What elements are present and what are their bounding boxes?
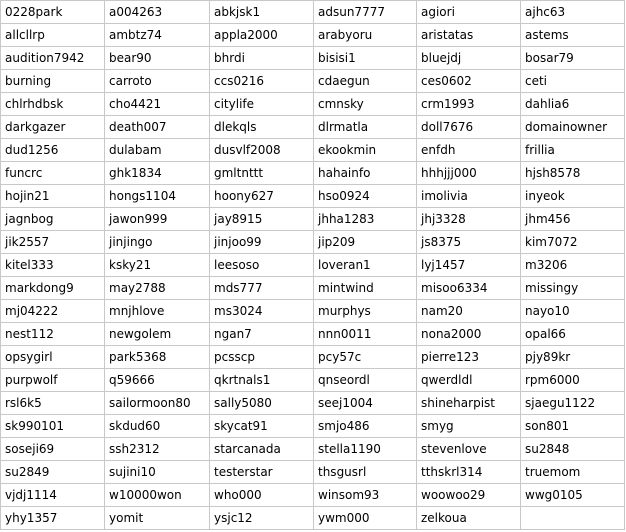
table-row	[1, 93, 625, 116]
username-cell: funcrc	[1, 162, 105, 185]
username-cell: nona2000	[417, 323, 521, 346]
username-cell: chlrhdbsk	[1, 93, 105, 116]
username-cell: tthskrl314	[417, 461, 521, 484]
username-cell: jhj3328	[417, 208, 521, 231]
username-cell: nayo10	[521, 300, 625, 323]
username-cell: opsygirl	[1, 346, 105, 369]
username-cell: sailormoon80	[105, 392, 210, 415]
username-cell: sujini10	[105, 461, 210, 484]
username-cell: ywm000	[314, 507, 417, 530]
table-row	[1, 369, 625, 392]
username-cell: skycat91	[210, 415, 314, 438]
username-cell: bear90	[105, 47, 210, 70]
username-cell: markdong9	[1, 277, 105, 300]
username-cell: cho4421	[105, 93, 210, 116]
username-cell: astems	[521, 24, 625, 47]
username-cell: abkjsk1	[210, 1, 314, 24]
username-cell: ajhc63	[521, 1, 625, 24]
table-row	[1, 461, 625, 484]
username-cell: imolivia	[417, 185, 521, 208]
username-cell: bisisi1	[314, 47, 417, 70]
username-cell: hjsh8578	[521, 162, 625, 185]
username-cell: smyg	[417, 415, 521, 438]
table-row	[1, 392, 625, 415]
username-cell: dusvlf2008	[210, 139, 314, 162]
username-cell: death007	[105, 116, 210, 139]
username-cell: ces0602	[417, 70, 521, 93]
username-cell: pcsscp	[210, 346, 314, 369]
username-cell: hahainfo	[314, 162, 417, 185]
username-cell: ngan7	[210, 323, 314, 346]
username-cell: jinjingo	[105, 231, 210, 254]
username-cell: who000	[210, 484, 314, 507]
table-row	[1, 300, 625, 323]
username-cell: ceti	[521, 70, 625, 93]
username-cell: missingy	[521, 277, 625, 300]
username-cell: dlrmatla	[314, 116, 417, 139]
username-cell: jhm456	[521, 208, 625, 231]
username-cell: hso0924	[314, 185, 417, 208]
username-cell: wwg0105	[521, 484, 625, 507]
username-cell: rpm6000	[521, 369, 625, 392]
username-cell: seej1004	[314, 392, 417, 415]
username-cell: ekookmin	[314, 139, 417, 162]
username-cell: ambtz74	[105, 24, 210, 47]
table-row	[1, 277, 625, 300]
table-row	[1, 24, 625, 47]
username-cell: hoony627	[210, 185, 314, 208]
username-cell: sjaegu1122	[521, 392, 625, 415]
table-row	[1, 208, 625, 231]
username-cell: bluejdj	[417, 47, 521, 70]
username-cell: allcllrp	[1, 24, 105, 47]
username-cell: enfdh	[417, 139, 521, 162]
username-cell: inyeok	[521, 185, 625, 208]
username-cell: ghk1834	[105, 162, 210, 185]
username-cell: hongs1104	[105, 185, 210, 208]
username-cell: thsgusrl	[314, 461, 417, 484]
username-cell: bosar79	[521, 47, 625, 70]
username-cell: hojin21	[1, 185, 105, 208]
username-cell: crm1993	[417, 93, 521, 116]
username-cell: burning	[1, 70, 105, 93]
table-row	[1, 484, 625, 507]
username-cell: ksky21	[105, 254, 210, 277]
username-cell: sk990101	[1, 415, 105, 438]
table-row	[1, 415, 625, 438]
username-cell: domainowner	[521, 116, 625, 139]
username-cell: jinjoo99	[210, 231, 314, 254]
username-cell: dahlia6	[521, 93, 625, 116]
table-row	[1, 346, 625, 369]
table-row	[1, 231, 625, 254]
username-cell: vjdj1114	[1, 484, 105, 507]
username-cell: appla2000	[210, 24, 314, 47]
username-cell: pjy89kr	[521, 346, 625, 369]
username-cell	[521, 507, 625, 530]
table-row	[1, 254, 625, 277]
table-row	[1, 1, 625, 24]
username-cell: aristatas	[417, 24, 521, 47]
username-cell: mj04222	[1, 300, 105, 323]
username-cell: su2849	[1, 461, 105, 484]
username-cell: dulabam	[105, 139, 210, 162]
username-cell: cdaegun	[314, 70, 417, 93]
table-row	[1, 47, 625, 70]
username-cell: su2848	[521, 438, 625, 461]
username-cell: gmltnttt	[210, 162, 314, 185]
username-cell: agiori	[417, 1, 521, 24]
username-cell: pcy57c	[314, 346, 417, 369]
username-cell: yhy1357	[1, 507, 105, 530]
username-cell: nest112	[1, 323, 105, 346]
username-cell: woowoo29	[417, 484, 521, 507]
username-cell: a004263	[105, 1, 210, 24]
username-cell: ms3024	[210, 300, 314, 323]
username-cell: purpwolf	[1, 369, 105, 392]
username-cell: qnseordl	[314, 369, 417, 392]
username-cell: stella1190	[314, 438, 417, 461]
username-cell: cmnsky	[314, 93, 417, 116]
username-cell: q59666	[105, 369, 210, 392]
username-cell: loveran1	[314, 254, 417, 277]
username-cell: hhhjjj000	[417, 162, 521, 185]
username-cell: dlekqls	[210, 116, 314, 139]
username-cell: newgolem	[105, 323, 210, 346]
username-cell: ysjc12	[210, 507, 314, 530]
username-cell: leesoso	[210, 254, 314, 277]
username-cell: 0228park	[1, 1, 105, 24]
username-cell: w10000won	[105, 484, 210, 507]
username-cell: shineharpist	[417, 392, 521, 415]
username-cell: stevenlove	[417, 438, 521, 461]
username-cell: kitel333	[1, 254, 105, 277]
username-cell: m3206	[521, 254, 625, 277]
table-row	[1, 323, 625, 346]
username-cell: yomit	[105, 507, 210, 530]
username-cell: doll7676	[417, 116, 521, 139]
username-cell: smjo486	[314, 415, 417, 438]
table-row	[1, 116, 625, 139]
username-cell: adsun7777	[314, 1, 417, 24]
username-cell: nam20	[417, 300, 521, 323]
username-cell: murphys	[314, 300, 417, 323]
username-cell: mnjhlove	[105, 300, 210, 323]
username-cell: zelkoua	[417, 507, 521, 530]
username-cell: darkgazer	[1, 116, 105, 139]
username-cell: lyj1457	[417, 254, 521, 277]
username-cell: starcanada	[210, 438, 314, 461]
username-cell: jip209	[314, 231, 417, 254]
username-cell: qwerdldl	[417, 369, 521, 392]
username-cell: js8375	[417, 231, 521, 254]
username-cell: dud1256	[1, 139, 105, 162]
username-cell: carroto	[105, 70, 210, 93]
username-cell: arabyoru	[314, 24, 417, 47]
username-cell: audition7942	[1, 47, 105, 70]
table-row	[1, 70, 625, 93]
username-cell: jhha1283	[314, 208, 417, 231]
username-cell: jik2557	[1, 231, 105, 254]
username-cell: jagnbog	[1, 208, 105, 231]
username-cell: jay8915	[210, 208, 314, 231]
username-cell: citylife	[210, 93, 314, 116]
table-row	[1, 438, 625, 461]
username-cell: opal66	[521, 323, 625, 346]
username-cell: sally5080	[210, 392, 314, 415]
username-cell: skdud60	[105, 415, 210, 438]
username-cell: testerstar	[210, 461, 314, 484]
username-cell: son801	[521, 415, 625, 438]
table-row	[1, 162, 625, 185]
username-grid-body	[1, 1, 625, 530]
username-cell: rsl6k5	[1, 392, 105, 415]
username-cell: qkrtnals1	[210, 369, 314, 392]
username-cell: may2788	[105, 277, 210, 300]
table-row	[1, 185, 625, 208]
username-cell: misoo6334	[417, 277, 521, 300]
username-cell: kim7072	[521, 231, 625, 254]
table-row	[1, 507, 625, 530]
username-cell: mds777	[210, 277, 314, 300]
table-row	[1, 139, 625, 162]
username-cell: bhrdi	[210, 47, 314, 70]
username-cell: nnn0011	[314, 323, 417, 346]
username-cell: winsom93	[314, 484, 417, 507]
username-cell: ccs0216	[210, 70, 314, 93]
username-cell: mintwind	[314, 277, 417, 300]
username-cell: ssh2312	[105, 438, 210, 461]
username-cell: park5368	[105, 346, 210, 369]
username-cell: pierre123	[417, 346, 521, 369]
username-cell: truemom	[521, 461, 625, 484]
username-cell: frillia	[521, 139, 625, 162]
username-cell: jawon999	[105, 208, 210, 231]
username-cell: soseji69	[1, 438, 105, 461]
